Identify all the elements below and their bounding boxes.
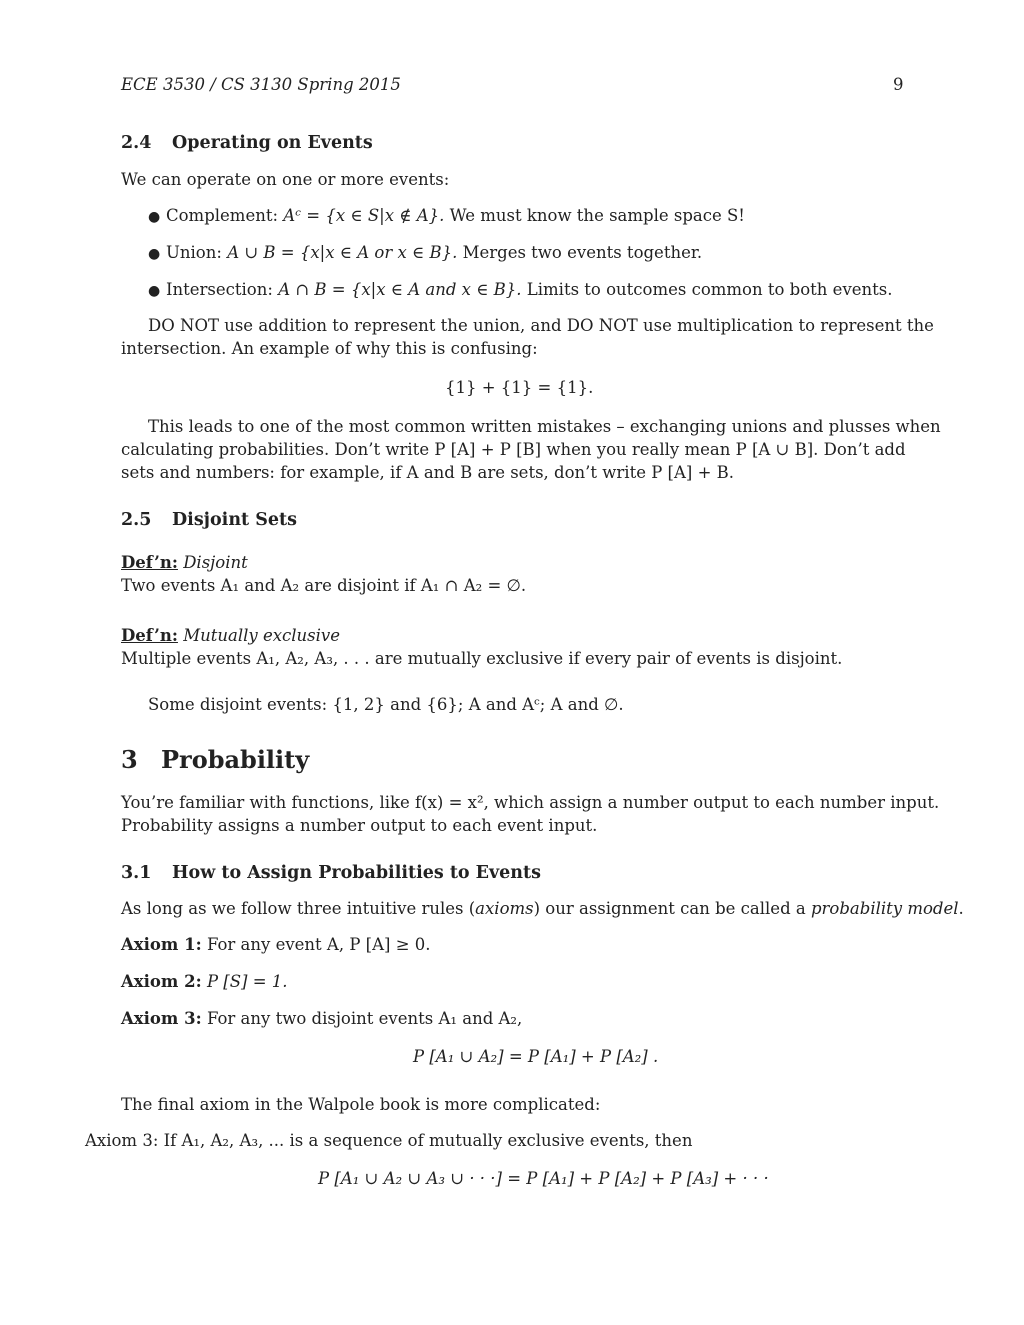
axiom-label: Axiom 2: (121, 972, 202, 991)
bullet-label: Intersection: (166, 280, 273, 299)
axiom-text: For any event A, P [A] ≥ 0. (206, 935, 431, 954)
bullet-union (166, 245, 702, 262)
section-2-4-number: 2.4 (121, 133, 152, 153)
bullet-marker: ● (148, 246, 161, 262)
paragraph-line: You’re familiar with functions, like f(x) = x², which assign a number output to each number input. (121, 793, 940, 812)
definition-term: Mutually exclusive (183, 626, 340, 645)
axiom-2 (121, 974, 288, 991)
running-header-title: ECE 3530 / CS 3130 Spring 2015 (121, 75, 401, 94)
walpole-intro: The final axiom in the Walpole book is more complicated: (121, 1095, 601, 1114)
bullet-math: A ∪ B = {x|x ∈ A or x ∈ B}. (227, 243, 458, 262)
definition-mutually-exclusive-heading (121, 628, 340, 645)
bullet-rest: Merges two events together. (462, 243, 703, 262)
section-2-5-title: Disjoint Sets (172, 510, 297, 530)
definition-label: Def’n: (121, 553, 178, 572)
axiom-3 (121, 1011, 522, 1028)
intro-text: As long as we follow three intuitive rules ( (121, 899, 476, 918)
axiom-1 (121, 937, 431, 954)
disjoint-examples: Some disjoint events: {1, 2} and {6}; A and Aᶜ; A and ∅. (148, 695, 624, 714)
bullet-complement (166, 208, 745, 225)
walpole-equation: P [A₁ ∪ A₂ ∪ A₃ ∪ · · ·] = P [A₁] + P [A₂] + P [A₃] + · · · (318, 1169, 769, 1188)
bullet-marker: ● (148, 283, 161, 299)
page-number: 9 (893, 75, 904, 94)
intro-text: ) our assignment can be called a (533, 899, 811, 918)
section-3-1-intro (121, 901, 964, 918)
bullet-marker: ● (148, 209, 161, 225)
definition-disjoint-heading (121, 555, 248, 572)
definition-disjoint-text: Two events A₁ and A₂ are disjoint if A₁ ∩ A₂ = ∅. (121, 576, 527, 595)
bullet-intersection (166, 282, 893, 299)
definition-label: Def’n: (121, 626, 178, 645)
paragraph-line: DO NOT use addition to represent the union, and DO NOT use multiplication to represent the (148, 316, 934, 335)
definition-term: Disjoint (183, 553, 248, 572)
section-2-4-intro: We can operate on one or more events: (121, 170, 450, 189)
intro-probability-model: probability model (810, 899, 959, 918)
axiom-label: Axiom 3: (121, 1009, 202, 1028)
section-3-number: 3 (121, 745, 138, 774)
section-3-title: Probability (161, 745, 310, 774)
paragraph-line: sets and numbers: for example, if A and B are sets, don’t write P [A] + B. (121, 463, 735, 482)
paragraph-line: This leads to one of the most common written mistakes – exchanging unions and plusses when (148, 417, 941, 436)
axiom-text: P [S] = 1. (206, 972, 288, 991)
section-3-1-number: 3.1 (121, 863, 152, 883)
paragraph-line: calculating probabilities. Don’t write P [A] + P [B] when you really mean P [A ∪ B]. Don’t add (121, 440, 906, 459)
section-2-4-title: Operating on Events (172, 133, 373, 153)
axiom-label: Axiom 1: (121, 935, 202, 954)
paragraph-line: Probability assigns a number output to each event input. (121, 816, 598, 835)
bullet-rest: We must know the sample space S! (449, 206, 745, 225)
walpole-axiom: Axiom 3: If A₁, A₂, A₃, ... is a sequence of mutually exclusive events, then (85, 1131, 693, 1150)
intro-axioms: axioms (475, 899, 534, 918)
section-3-1-title: How to Assign Probabilities to Events (172, 863, 541, 883)
bullet-label: Union: (166, 243, 222, 262)
intro-text: . (958, 899, 964, 918)
paragraph-line: intersection. An example of why this is confusing: (121, 339, 538, 358)
bullet-math: Aᶜ = {x ∈ S|x ∉ A}. (283, 206, 445, 225)
section-2-5-number: 2.5 (121, 510, 152, 530)
axiom-text: For any two disjoint events A₁ and A₂, (206, 1009, 523, 1028)
definition-mutually-exclusive-text: Multiple events A₁, A₂, A₃, . . . are mutually exclusive if every pair of events is disjoint. (121, 649, 843, 668)
bullet-rest: Limits to outcomes common to both events. (526, 280, 893, 299)
equation-set-sum: {1} + {1} = {1}. (445, 378, 594, 397)
axiom-3-equation: P [A₁ ∪ A₂] = P [A₁] + P [A₂] . (413, 1047, 659, 1066)
bullet-math: A ∩ B = {x|x ∈ A and x ∈ B}. (278, 280, 522, 299)
bullet-label: Complement: (166, 206, 279, 225)
